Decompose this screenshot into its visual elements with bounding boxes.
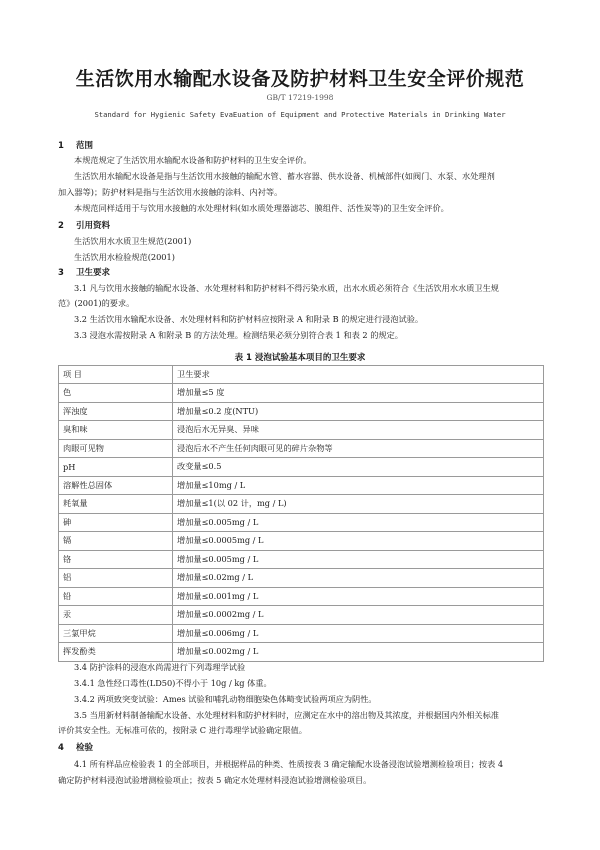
section-title: 引用资料 <box>76 221 111 231</box>
table-row <box>59 495 544 514</box>
table-row <box>59 624 544 643</box>
paragraph: 4.1 所有样品应检验表 1 的全部项目，并根据样品的种类、性质按表 3 确定输配水设备浸泡试验增测检验项目；按表 4 <box>74 759 504 769</box>
table-row <box>59 587 544 606</box>
section-number: 2 <box>58 221 64 231</box>
requirement-cell: 增加量≤0.2 度(NTU) <box>173 402 544 421</box>
requirement-cell: 增加量≤0.005mg / L <box>173 550 544 569</box>
section-number: 4 <box>58 743 64 753</box>
paragraph: 确定防护材料浸泡试验增测检验项止；按表 5 确定水处理材料浸泡试验增测检验项目。 <box>58 775 372 785</box>
table-body <box>59 366 544 662</box>
paragraph: 3.5 当用新材料制备输配水设备、水处理材料和防护材料时，应测定在水中的溶出物及其浓度，并根据国内外相关标准 <box>74 710 499 720</box>
table-row <box>59 384 544 403</box>
section-title: 检验 <box>76 743 94 753</box>
requirement-cell: 改变量≤0.5 <box>173 458 544 477</box>
requirement-cell: 增加量≤0.001mg / L <box>173 587 544 606</box>
table-row <box>59 606 544 625</box>
table-row <box>59 421 544 440</box>
requirement-cell: 增加量≤1(以 02 计，mg / L) <box>173 495 544 514</box>
hygiene-requirements-table <box>58 365 544 662</box>
item-cell: 挥发酚类 <box>59 643 173 662</box>
section-2-heading <box>58 219 110 231</box>
table-caption: 表 1 浸泡试验基本项目的卫生要求 <box>234 353 366 363</box>
english-title: Standard for Hygienic Safety EvaEuation of Equipment and Protective Materials in Drinking Water <box>94 110 506 119</box>
item-cell: 色 <box>59 384 173 403</box>
table-row <box>59 513 544 532</box>
item-cell: 砷 <box>59 513 173 532</box>
requirement-cell: 浸泡后水不产生任何肉眼可见的碎片杂物等 <box>173 439 544 458</box>
paragraph: 加入器等)；防护材料是指与生活饮用水接触的涂料、内衬等。 <box>58 187 283 197</box>
requirement-cell: 增加量≤0.002mg / L <box>173 643 544 662</box>
requirement-cell: 增加量≤0.005mg / L <box>173 513 544 532</box>
section-title: 卫生要求 <box>76 268 111 278</box>
paragraph: 评价其安全性。无标准可依的，按附录 C 进行毒理学试验确定限值。 <box>58 725 307 735</box>
table-row <box>59 476 544 495</box>
paragraph: 本规范同样适用于与饮用水接触的水处理材料(如水质处理器滤芯、膜组件、活性炭等)的卫生安全评价。 <box>74 203 449 213</box>
paragraph: 3.1 凡与饮用水接触的输配水设备、水处理材料和防护材料不得污染水质，出水水质必须符合《生活饮用水水质卫生规 <box>74 283 499 293</box>
requirement-cell: 增加量≤0.02mg / L <box>173 569 544 588</box>
section-number: 3 <box>58 268 64 278</box>
paragraph: 3.3 浸泡水需按附录 A 和附录 B 的方法处理。检测结果必须分别符合表 1 和表 2 的规定。 <box>74 330 403 340</box>
requirement-cell: 增加量≤0.006mg / L <box>173 624 544 643</box>
table-row <box>59 402 544 421</box>
paragraph: 3.4.1 急性经口毒性(LD50)不得小于 10g / kg 体重。 <box>74 678 272 688</box>
section-1-heading <box>58 139 93 151</box>
requirement-cell: 增加量≤0.0005mg / L <box>173 532 544 551</box>
table-row <box>59 569 544 588</box>
paragraph: 3.2 生活饮用水输配水设备、水处理材料和防护材料应按附录 A 和附录 B 的规定进行浸泡试验。 <box>74 314 424 324</box>
paragraph: 范》(2001)的要求。 <box>58 298 135 308</box>
reference-item: 生活饮用水水质卫生规范(2001) <box>74 236 192 246</box>
paragraph: 本规范规定了生活饮用水输配水设备和防护材料的卫生安全评价。 <box>74 155 312 165</box>
table-row <box>59 458 544 477</box>
standard-code: GB/T 17219-1998 <box>266 93 334 102</box>
requirement-cell: 增加量≤5 度 <box>173 384 544 403</box>
item-cell: 铬 <box>59 550 173 569</box>
section-3-heading <box>58 266 110 278</box>
paragraph: 生活饮用水输配水设备是指与生活饮用水接触的输配水管、蓄水容器、供水设备、机械部件(如阀门、水泵、水处理剂 <box>74 171 495 181</box>
item-cell: 浑浊度 <box>59 402 173 421</box>
item-cell: 肉眼可见物 <box>59 439 173 458</box>
table-row <box>59 532 544 551</box>
item-cell: 溶解性总固体 <box>59 476 173 495</box>
item-cell: 耗氧量 <box>59 495 173 514</box>
item-cell: 铝 <box>59 569 173 588</box>
section-4-heading <box>58 741 93 753</box>
requirement-cell: 增加量≤10mg / L <box>173 476 544 495</box>
item-cell: 汞 <box>59 606 173 625</box>
header-cell: 卫生要求 <box>173 366 544 384</box>
item-cell: 三氯甲烷 <box>59 624 173 643</box>
header-cell: 项 目 <box>59 366 173 384</box>
table-row <box>59 643 544 662</box>
requirement-cell: 增加量≤0.0002mg / L <box>173 606 544 625</box>
item-cell: 镉 <box>59 532 173 551</box>
reference-item: 生活饮用水检验规范(2001) <box>74 252 175 262</box>
item-cell: 铅 <box>59 587 173 606</box>
section-number: 1 <box>58 141 64 151</box>
paragraph: 3.4 防护涂料的浸泡水尚需进行下列毒理学试验 <box>74 662 246 672</box>
table-row <box>59 439 544 458</box>
paragraph: 3.4.2 两项致突变试验：Ames 试验和哺乳动物细胞染色体畸变试验两项应为阴性。 <box>74 694 377 704</box>
section-title: 范围 <box>76 141 94 151</box>
requirement-cell: 浸泡后水无异臭、异味 <box>173 421 544 440</box>
table-row <box>59 550 544 569</box>
table-header-row <box>59 366 544 384</box>
item-cell: pH <box>59 458 173 477</box>
document-title: 生活饮用水输配水设备及防护材料卫生安全评价规范 <box>75 68 525 90</box>
item-cell: 臭和味 <box>59 421 173 440</box>
